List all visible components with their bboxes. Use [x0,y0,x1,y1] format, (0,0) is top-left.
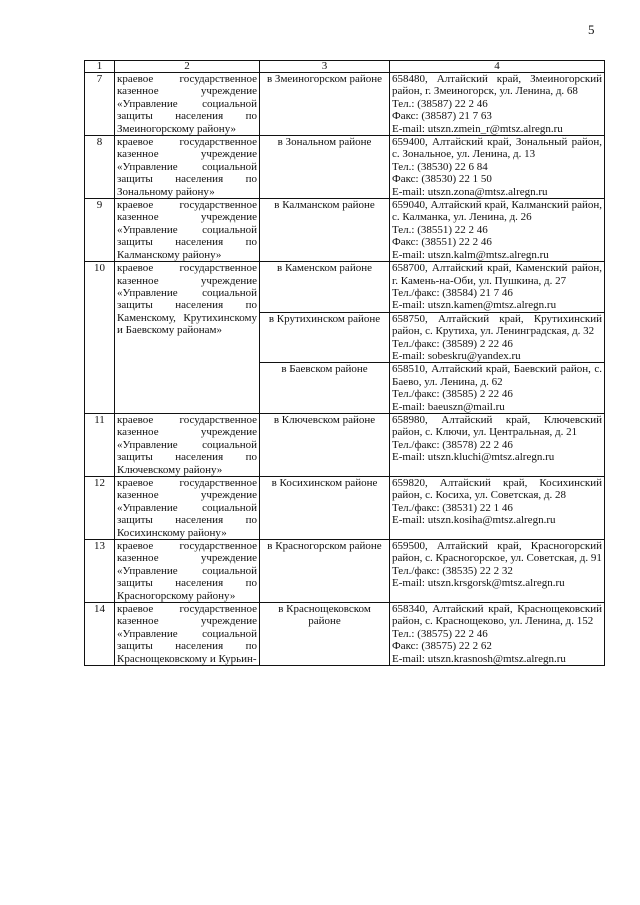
phone-number: Тел./факс: (38535) 22 2 32 [392,564,513,577]
email-address: E-mail: utszn.kamen@mtsz.alregn.ru [392,299,557,312]
column-header: 4 [390,61,605,73]
institution-name: краевое государственное казенное учреждение «Управление социальной защиты населения по Косихинскому району» [115,477,260,540]
institution-name: краевое государственное казенное учреждение «Управление социальной защиты населения по Ключевскому району» [115,413,260,476]
contact-info [390,199,605,262]
service-area: в Красногорском районе [260,540,390,603]
table-row [85,262,605,313]
service-area: в Косихинском районе [260,477,390,540]
phone-number: Тел./факс: (38578) 22 2 46 [392,438,513,451]
row-number: 10 [85,262,115,414]
contact-info [390,312,605,363]
row-number: 11 [85,413,115,476]
postal-address: 658510, Алтайский край, Баевский район, с. Баево, ул. Ленина, д. 62 [392,363,602,388]
contact-info [390,603,605,666]
phone-number: Факс: (38587) 21 7 63 [392,110,492,123]
institution-name: краевое государственное казенное учреждение «Управление социальной защиты населения по Красногорскому району» [115,540,260,603]
contact-info [390,136,605,199]
email-address: E-mail: utszn.kluchi@mtsz.alregn.ru [392,451,555,464]
column-header: 3 [260,61,390,73]
phone-number: Тел.: (38530) 22 6 84 [392,160,488,173]
contact-info [390,73,605,136]
postal-address: 658700, Алтайский край, Каменский район, г. Камень-на-Оби, ул. Пушкина, д. 27 [392,262,602,287]
institution-name: краевое государственное казенное учреждение «Управление социальной защиты населения по Каменскому, Крутихинскому и Баевскому районам» [115,262,260,414]
contact-info [390,540,605,603]
column-header: 1 [85,61,115,73]
phone-number: Факс: (38575) 22 2 62 [392,640,492,653]
table-row [85,603,605,666]
service-area: в Баевском районе [260,363,390,414]
institution-name: краевое государственное казенное учреждение «Управление социальной защиты населения по Калманскому району» [115,199,260,262]
service-area: в Змеиногорском районе [260,73,390,136]
row-number: 13 [85,540,115,603]
email-address: E-mail: utszn.krasnosh@mtsz.alregn.ru [392,652,566,665]
column-header: 2 [115,61,260,73]
table-row [85,477,605,540]
page-number: 5 [588,22,595,37]
table-row [85,199,605,262]
table-body [85,73,605,666]
service-area: в Крутихинском районе [260,312,390,363]
institution-name: краевое государственное казенное учреждение «Управление социальной защиты населения по Змеиногорскому району» [115,73,260,136]
phone-number: Тел./факс: (38531) 22 1 46 [392,501,513,514]
row-number: 8 [85,136,115,199]
table-header-row [85,61,605,73]
contact-info [390,477,605,540]
row-number: 14 [85,603,115,666]
service-area: в Калманском районе [260,199,390,262]
contact-info [390,262,605,313]
postal-address: 659400, Алтайский край, Зональный район, с. Зональное, ул. Ленина, д. 13 [392,136,602,161]
institution-name: краевое государственное казенное учреждение «Управление социальной защиты населения по Зональному району» [115,136,260,199]
table-row [85,540,605,603]
postal-address: 658750, Алтайский край, Крутихинский район, с. Крутиха, ул. Ленинградская, д. 32 [392,312,602,338]
contact-info [390,413,605,476]
institutions-table [84,60,605,666]
row-number: 7 [85,73,115,136]
table-row [85,413,605,476]
postal-address: 658340, Алтайский край, Краснощековский район, с. Краснощеково, ул. Ленина, д. 152 [392,603,602,628]
email-address: E-mail: sobeskru@yandex.ru [392,349,521,362]
postal-address: 658480, Алтайский край, Змеиногорский район, г. Змеиногорск, ул. Ленина, д. 68 [392,73,602,98]
email-address: E-mail: utszn.zmein_r@mtsz.alregn.ru [392,122,563,135]
phone-number: Тел./факс: (38589) 2 22 46 [392,337,513,350]
phone-number: Тел./факс: (38585) 2 22 46 [392,388,513,401]
phone-number: Тел.: (38551) 22 2 46 [392,223,488,236]
service-area: в Ключевском районе [260,413,390,476]
postal-address: 658980, Алтайский край, Ключевский район, с. Ключи, ул. Центральная, д. 21 [392,413,602,439]
row-number: 12 [85,477,115,540]
phone-number: Факс: (38551) 22 2 46 [392,236,492,249]
postal-address: 659040, Алтайский край, Калманский район, с. Калманка, ул. Ленина, д. 26 [392,199,602,224]
email-address: E-mail: utszn.zona@mtsz.alregn.ru [392,185,548,198]
service-area: в Зональном районе [260,136,390,199]
contact-info [390,363,605,414]
email-address: E-mail: utszn.krsgorsk@mtsz.alregn.ru [392,577,565,590]
phone-number: Факс: (38530) 22 1 50 [392,173,492,186]
institution-name: краевое государственное казенное учреждение «Управление социальной защиты населения по Краснощековскому и Курьин- [115,603,260,666]
phone-number: Тел.: (38575) 22 2 46 [392,627,488,640]
row-number: 9 [85,199,115,262]
email-address: E-mail: utszn.kalm@mtsz.alregn.ru [392,248,549,261]
email-address: E-mail: utszn.kosiha@mtsz.alregn.ru [392,514,556,527]
postal-address: 659500, Алтайский край, Красногорский район, с. Красногорское, ул. Советская, д. 91 [392,540,602,565]
table-row [85,73,605,136]
service-area: в Каменском районе [260,262,390,313]
phone-number: Тел./факс: (38584) 21 7 46 [392,286,513,299]
postal-address: 659820, Алтайский край, Косихинский район, с. Косиха, ул. Советская, д. 28 [392,477,602,502]
service-area: в Краснощековском районе [260,603,390,666]
table-row [85,136,605,199]
email-address: E-mail: baeuszn@mail.ru [392,400,505,413]
phone-number: Тел.: (38587) 22 2 46 [392,97,488,110]
